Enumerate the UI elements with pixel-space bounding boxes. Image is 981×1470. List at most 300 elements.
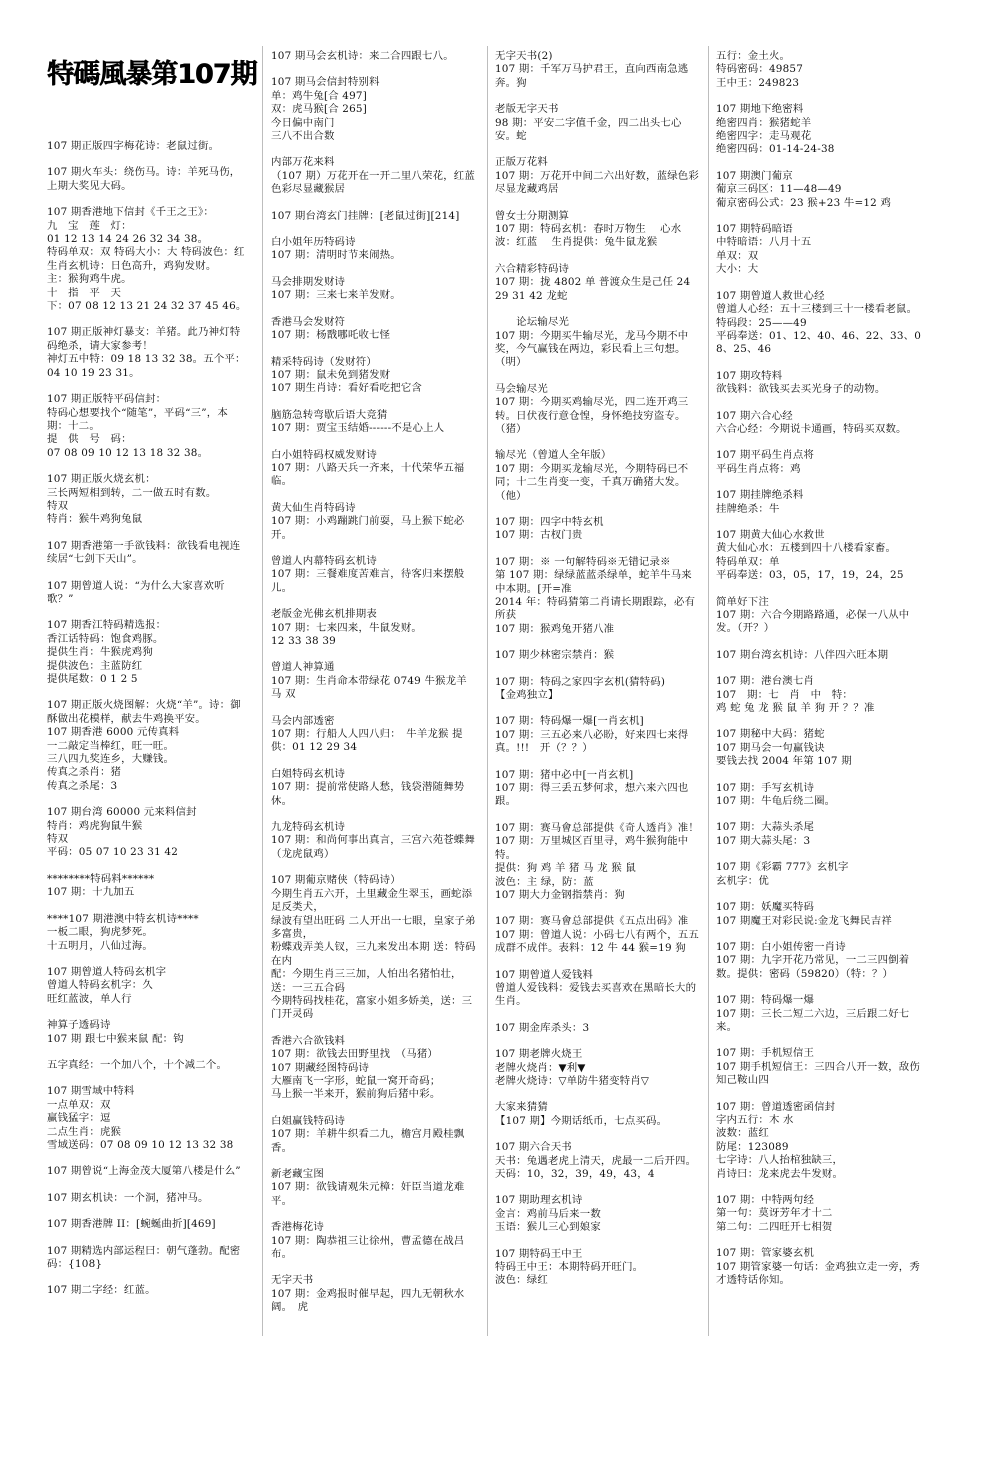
- block-line: 曾道人爱钱料：爱钱去买喜欢在黑暗长大的生肖。: [495, 981, 697, 1008]
- block-line: 字内五行：木 水: [716, 1113, 794, 1126]
- block-title: 107 期地下绝密料: [716, 103, 804, 116]
- block-title: 曾道人神算通: [271, 661, 335, 674]
- text-block: [47, 619, 247, 686]
- block-line: 特码段：25——49: [716, 316, 807, 329]
- text-block: [271, 1115, 476, 1155]
- block-line: 曾道人心经：五十三楼到三十一楼看老鼠。: [716, 303, 918, 316]
- text-block: [271, 768, 476, 808]
- text-block: [271, 76, 476, 143]
- block-line: 单双：双: [716, 249, 759, 262]
- text-block: [47, 1192, 247, 1205]
- block-line: 传真之杀尾：3: [47, 779, 118, 792]
- text-block: [716, 370, 928, 397]
- block-title: 107 期澳门葡京: [716, 169, 793, 182]
- block-title: 107 期正版火烧玄机：: [47, 473, 156, 486]
- text-block: [716, 223, 928, 277]
- block-line: 107 期：今期买龙输尽光，今期特码已不同；十二生肖变一变，千真万确猪大发。（他）: [495, 462, 689, 502]
- block-title: 简单好下注: [716, 595, 769, 608]
- text-block: [716, 941, 928, 981]
- block-line: 107 期手机短信王：三四合八开一数，敌伤知己鞍山四: [716, 1060, 920, 1087]
- block-line: 107 期：陶恭祖三让徐州，曹孟德在战吕布。: [271, 1234, 465, 1261]
- block-title: 107 期香港第一手欲钱料：欲钱看电视连续居“七剑下天山”。: [47, 539, 241, 566]
- block-line: 三长两短相到转，二一做五时有数。: [47, 486, 217, 499]
- block-title: 107 期：港台澳七肖: [716, 675, 815, 688]
- block-line: 107 期：千军万马护君王，直向西南急逃奔。狗: [495, 63, 689, 89]
- block-line: 107 期：曾道人说：小码七八有两个，五五成群不成伴。表料：12 牛 44 猴=19 狗: [495, 928, 699, 955]
- text-block: [495, 263, 700, 303]
- text-block: [271, 1274, 476, 1314]
- block-title: 正版万花料: [495, 156, 548, 169]
- text-block: [47, 326, 247, 380]
- block-title: 白小姐特码权威发财诗: [271, 448, 377, 461]
- text-block: [271, 608, 476, 648]
- block-line: 防尾：123089: [716, 1140, 789, 1153]
- block-title: 107 期雪域中特料: [47, 1085, 135, 1098]
- block-line: 107 期：三来七来羊发财。: [271, 289, 401, 302]
- block-line: 黄大仙心水：五楼到四十八楼看家畜。: [716, 542, 897, 555]
- column-4: [716, 50, 928, 1380]
- block-title: 107 期正版四字梅花诗：老鼠过街。: [47, 140, 220, 152]
- text-block: [271, 821, 476, 861]
- text-block: [271, 409, 476, 436]
- text-block: [47, 1245, 247, 1272]
- text-block: [47, 1165, 247, 1178]
- block-line: 107 期：三五必来八必盼，好来四七来得真。!!! 开（？？）: [495, 728, 689, 755]
- block-line: 肖诗曰：龙来虎去牛发财。: [716, 1167, 844, 1180]
- block-line: 今日偏中南门: [271, 116, 335, 129]
- block-line: 金言：鸡前马后来一数: [495, 1207, 601, 1220]
- block-line: 九 宝 莲 灯：: [47, 219, 132, 232]
- block-title: 107 期马会信封特别料: [271, 76, 380, 89]
- text-block: [271, 276, 476, 303]
- block-title: 107 期二字经：红蓝。: [47, 1284, 156, 1297]
- block-title: 107 期黄大仙心水救世: [716, 528, 825, 541]
- block-title: 香港梅花诗: [271, 1221, 324, 1234]
- block-line: 绝密四肖：猴猪蛇羊: [716, 116, 812, 129]
- text-block: [495, 1048, 700, 1088]
- text-block: [495, 210, 700, 250]
- text-block: [271, 156, 476, 196]
- text-block: [495, 103, 700, 143]
- text-block: [716, 1194, 928, 1234]
- block-line: 107 期：欲钱去田野里找 （马猪）: [271, 1048, 439, 1061]
- block-title: 论坛输尽光: [495, 316, 570, 329]
- block-line: 平码：05 07 10 23 31 42: [47, 846, 179, 859]
- text-block: [271, 210, 476, 223]
- text-block: [271, 1221, 476, 1261]
- block-title: 107 期：赛马會总部提供《奇人透肖》准！: [495, 821, 699, 834]
- block-line: 平码奉送：03，05，17，19，24，25: [716, 569, 904, 582]
- text-block: [271, 1168, 476, 1208]
- block-line: 107 期：提前常使路人愁，钱袋潜随舞势休。: [271, 781, 465, 807]
- block-title: 黄大仙生肖特码诗: [271, 501, 356, 514]
- block-line: 107 期：猴鸡兔开猪八准: [495, 622, 615, 635]
- block-line: 旺红蓝波，单人行: [47, 992, 132, 1005]
- block-line: 一点单双：双: [47, 1098, 111, 1111]
- block-line: 特码密码：49857: [716, 63, 804, 76]
- block-title: 精采特码诗（发财符）: [271, 355, 377, 368]
- block-title: 107 期六合天书: [495, 1141, 572, 1154]
- block-line: 107 期：羊耕牛织看二九，檐宫月殿桂飘香。: [271, 1128, 465, 1154]
- text-block: [716, 861, 928, 888]
- block-title: 大家来猜猜: [495, 1101, 548, 1114]
- text-block: [495, 1248, 700, 1288]
- block-line: 107 期：鼠未免到猪发财: [271, 368, 391, 381]
- block-line: 特双: [47, 499, 69, 512]
- text-block: [271, 50, 476, 63]
- text-block: [716, 596, 928, 636]
- text-block: [495, 1194, 700, 1234]
- block-title: 107 期特码暗语: [716, 223, 793, 236]
- block-line: 传真之杀肖：猪: [47, 766, 122, 779]
- block-line: 单：鸡牛兔[合 497]: [271, 89, 367, 102]
- block-line: 粉蝶戏弄美人钗，三九来发出本期 送：特码在内: [271, 941, 476, 967]
- block-line: 特双: [47, 833, 69, 846]
- block-line: 特码单双：单: [716, 555, 780, 568]
- block-line: 王中王：249823: [716, 76, 800, 89]
- block-title: 老版无字天书: [495, 103, 559, 116]
- block-line: 特码心想要找个“随笔”，平码“三”，本期：十二。: [47, 406, 228, 432]
- block-line: 第一句：莫讶芳年才十二: [716, 1207, 833, 1220]
- block-title: 107 期平码生肖点将: [716, 449, 815, 462]
- block-title: 107 期：猪中必中[一肖玄机]: [495, 768, 634, 781]
- text-block: [47, 1019, 247, 1046]
- block-line: 107 期：八路天兵一齐来，十代荣华五福临。: [271, 461, 465, 488]
- text-block: [47, 206, 247, 313]
- block-line: 107 期魔王对彩民说:金龙飞舞民吉祥: [716, 914, 892, 927]
- block-title: 107 期葡京赌侠（特码诗）: [271, 874, 401, 887]
- block-line: 要钱去找 2004 年第 107 期: [716, 755, 852, 768]
- block-line: 107 期：今期买牛输尽光，龙马今期不中奖，今气赢钱在两边，彩民看上三句想。（明）: [495, 329, 689, 369]
- block-title: 107 期台湾 60000 元来料信封: [47, 806, 197, 819]
- block-line: 大小：大: [716, 263, 759, 276]
- text-block: [47, 473, 247, 527]
- block-line: 天书：兔遇老虎上清天，虎最一二后开四。: [495, 1154, 697, 1167]
- block-line: 107 期：十九加五: [47, 886, 135, 899]
- block-line: 十 指 平 天: [47, 286, 122, 299]
- block-title: 107 期正版火烧图解：火烧“羊”。诗：御酥做出花模样，献去牛鸡换平安。: [47, 699, 241, 725]
- block-line: 六合心经：今期说卡通画，特码买双数。: [716, 422, 907, 435]
- block-line: 107 期大蒜头尾：3: [716, 834, 811, 847]
- block-line: 提供生肖：牛猴虎鸡狗: [47, 646, 153, 659]
- block-line: 一二敲定当棒红，旺一旺。: [47, 739, 175, 752]
- text-block: [716, 675, 928, 715]
- block-line: 神灯五中特：09 18 13 32 38。五个平：04 10 19 23 31。: [47, 353, 246, 379]
- block-line: 波数：蓝红: [716, 1127, 769, 1140]
- block-line: 107 期：金鸡报时催早起，四九无朝秋水阔。 虎: [271, 1287, 465, 1314]
- block-title: 107 期曾道人说：“为什么大家喜欢听歌？”: [47, 579, 225, 605]
- block-line: 107 期香港 6000 元传真料: [47, 726, 180, 739]
- block-line: 提 供 号 码：: [47, 433, 132, 446]
- block-line: 【107 期】今期话纸币，七点买码。: [495, 1114, 668, 1127]
- block-title: 107 期：四字中特玄机: [495, 515, 604, 528]
- block-title: 神算子透码诗: [47, 1019, 111, 1032]
- block-line: 第 107 期：绿绿蓝蓝杀绿单，蛇羊牛马来中本期。[开=准: [495, 569, 692, 595]
- block-title: 107 期：赛马會总部提供《五点出码》准: [495, 915, 689, 928]
- block-title: 白姐特码玄机诗: [271, 767, 346, 780]
- block-line: 107 期大力金钢指禁肖：狗: [495, 888, 625, 901]
- block-line: 【金鸡独立】: [495, 689, 559, 702]
- block-line: 107 期：和尚何事出真言，三宫六苑苍蝶舞（龙虎鼠鸡）: [271, 834, 475, 860]
- block-title: 107 期台湾玄机诗：八伴四六旺本期: [716, 648, 889, 661]
- text-block: [47, 806, 247, 860]
- block-title: 新老藏宝图: [271, 1168, 324, 1180]
- block-line: 98 期：平安二字值千金，四二出头七心安。蛇: [495, 116, 682, 143]
- text-block: [495, 516, 700, 543]
- block-line: 一板二眼，狗虎梦死。: [47, 926, 153, 939]
- text-block: [716, 449, 928, 476]
- text-block: [47, 580, 247, 607]
- block-line: 第二句：二四旺开七相贺: [716, 1220, 833, 1233]
- text-block: [716, 170, 928, 210]
- block-title: 107 期：管家婆玄机: [716, 1247, 815, 1260]
- block-line: 提供尾数：0 1 2 5: [47, 673, 138, 685]
- text-block: [716, 1247, 928, 1287]
- column-3: [495, 50, 700, 1380]
- block-title: 无字天书: [271, 1274, 314, 1287]
- block-line: 欲钱料：欲钱买去买光身子的动物。: [716, 383, 886, 396]
- block-title: 107 期金库杀头：3: [495, 1021, 590, 1034]
- block-title: 107 期：白小姐传密一肖诗: [716, 940, 846, 953]
- block-title: 107 期老牌火烧王: [495, 1048, 583, 1061]
- block-title: 107 期香港地下信封《千王之王》：: [47, 206, 215, 219]
- block-title: 脑筋急转弯歇后语大竞猜: [271, 408, 388, 421]
- text-block: [47, 140, 247, 153]
- column-divider: [487, 46, 488, 1336]
- block-line: 107 期：欲钱请观朱元樟：奸臣当道龙难平。: [271, 1181, 465, 1207]
- block-line: 107 期：古杈门贵: [495, 529, 583, 542]
- text-block: [47, 873, 247, 900]
- column-1: [47, 140, 247, 1470]
- block-title: 107 期香江特码精选报：: [47, 619, 167, 632]
- text-block: [47, 699, 247, 793]
- block-line: 107 期：九字开花乃常见，一二三四倒着数。提供：密码（59820）（特：？）: [716, 954, 910, 980]
- block-title: 马会排期发财诗: [271, 275, 346, 288]
- block-line: 107 期：杨戬哪吒收七怪: [271, 329, 391, 342]
- block-title: 107 期火车头：绕伤马。诗：羊死马伤，上期大奖见大码。: [47, 166, 241, 192]
- block-line: 107 期：拢 4802 单 普渡众生是己任 24 29 31 42 龙蛇: [495, 276, 694, 302]
- block-title: 香港六合欲钱料: [271, 1034, 346, 1047]
- block-title: 九龙特码玄机诗: [271, 821, 346, 834]
- text-block: [495, 556, 700, 636]
- block-line: 老牌火烧肖：▼利▼: [495, 1061, 586, 1074]
- block-title: ********特码料******: [47, 872, 155, 885]
- text-block: [271, 236, 476, 263]
- block-title: 107 期：手写玄机诗: [716, 781, 815, 794]
- text-block: [716, 529, 928, 583]
- block-line: 三八四九奖连乡，大赚钱。: [47, 753, 175, 766]
- block-line: 平码生肖点将：鸡: [716, 462, 801, 475]
- block-line: 生肖玄机诗：日色高升，鸡狗发财。: [47, 259, 217, 272]
- block-line: 中特暗语：八月十五: [716, 236, 812, 249]
- block-title: 输尽光（曾道人全年版）: [495, 449, 612, 462]
- block-line: 107 期：行船人人四八归： 牛羊龙猴 提供：01 12 29 34: [271, 728, 463, 754]
- text-block: [716, 901, 928, 928]
- column-divider: [708, 46, 709, 1336]
- block-line: 双：虎马猴[合 265]: [271, 103, 367, 116]
- block-line: 107 期管家婆一句话：金鸡独立走一旁，秀才透特话你知。: [716, 1260, 920, 1287]
- text-block: [47, 166, 247, 193]
- block-title: 曾女士分期测算: [495, 209, 570, 222]
- block-line: 挂牌绝杀：牛: [716, 502, 780, 515]
- block-title: 五行：金土火。: [716, 50, 791, 62]
- text-block: [271, 1035, 476, 1102]
- block-line: 107 期：得三丢五梦何求，想六来六四也跟。: [495, 782, 689, 808]
- text-block: [495, 1101, 700, 1128]
- text-block: [495, 676, 700, 703]
- block-line: 107 期：七 肖 中 特：: [716, 688, 853, 701]
- block-line: 葡京三码区：11—48—49: [716, 183, 842, 196]
- block-line: 107 期：三餐难度苦难言，待客归来摆般儿。: [271, 568, 465, 594]
- block-title: 107 期香港牌 II：[蜿蜒曲折][469]: [47, 1218, 216, 1231]
- text-block: [271, 356, 476, 396]
- block-title: 107 期六合心经: [716, 409, 793, 422]
- text-block: [47, 966, 247, 1006]
- block-line: （107 期）万花开在一开二里八荣花，红蓝色彩尽显藏猴居: [271, 169, 475, 196]
- block-line: 107 期：三长二短二六边，三后跟二好七来。: [716, 1007, 910, 1033]
- block-title: 107 期：※ 一句解特码※无错记录※: [495, 555, 671, 568]
- block-line: 大雁南飞一字形，蛇鼠一窝开奇码；: [271, 1074, 441, 1087]
- block-title: 107 期正版神灯暴支：羊猪。此乃神灯特码绝杀，请大家参考！: [47, 326, 241, 352]
- block-title: 香港马会发财符: [271, 315, 346, 328]
- column-divider: [262, 46, 263, 1336]
- block-line: 绝密四字：走马观花: [716, 130, 812, 143]
- block-line: 特码单双：双 特码大小：大 特码波色：红: [47, 246, 245, 259]
- text-block: [716, 489, 928, 516]
- block-line: 香江话特码：饱食鸡豚。: [47, 632, 164, 645]
- block-title: 107 期：中特两句经: [716, 1194, 815, 1206]
- text-block: [716, 821, 928, 848]
- block-title: 107 期：特码之家四字玄机(猜特码): [495, 675, 666, 688]
- text-block: [495, 383, 700, 437]
- block-line: 曾道人特码玄机字：久: [47, 979, 153, 992]
- page-title: 特碼風暴第107期: [47, 59, 257, 90]
- block-line: 107 期：六合今期路路通，必保一八从中发。（开？）: [716, 609, 910, 635]
- block-line: 老牌火烧诗：▽单防牛猪变特肖▽: [495, 1074, 650, 1087]
- block-title: 五字真经：一个加八个，十个减二个。: [47, 1058, 228, 1071]
- text-block: [47, 913, 247, 953]
- text-block: [495, 769, 700, 809]
- text-block: [716, 290, 928, 357]
- block-title: 107 期秘中大码：猪蛇: [716, 728, 825, 741]
- column-2: [271, 50, 476, 1380]
- text-block: [271, 661, 476, 701]
- block-line: 玄机字：优: [716, 874, 769, 887]
- block-line: 107 期藏经图特码诗: [271, 1061, 370, 1074]
- block-line: 绿波有望出旺码 二人开出一七眼，皇家子弟多富贵，: [271, 914, 476, 940]
- text-block: [271, 555, 476, 595]
- block-title: 白姐赢钱特码诗: [271, 1114, 346, 1127]
- block-title: 107 期：特码爆一爆[一肖玄机]: [495, 715, 644, 728]
- block-title: 白小姐年历特码诗: [271, 236, 356, 249]
- text-block: [716, 782, 928, 809]
- block-title: 107 期：妖魔买特码: [716, 901, 815, 914]
- text-block: [716, 1101, 928, 1181]
- block-title: 107 期曾道人救世心经: [716, 289, 825, 302]
- block-title: 107 期曾说“上海金茂大厦第八楼是什么”: [47, 1165, 241, 1178]
- block-line: 107 期 跟七中猴来鼠 配：钩: [47, 1032, 184, 1045]
- block-line: 十五明月，八仙过海。: [47, 939, 153, 952]
- block-line: 特肖：猴牛鸡狗兔鼠: [47, 513, 143, 526]
- block-line: 波色：绿红: [495, 1274, 548, 1287]
- block-title: 107 期正版特平码信封：: [47, 393, 167, 406]
- text-block: [271, 502, 476, 542]
- text-block: [47, 393, 247, 460]
- block-title: 107 期马会玄机诗：来二合四跟七八。: [271, 50, 454, 62]
- block-line: 107 期生肖诗：看好看吃把它含: [271, 382, 423, 395]
- text-block: [495, 1141, 700, 1181]
- text-block: [495, 50, 700, 90]
- block-line: 七字诗：八人抬棺独缺三，: [716, 1154, 844, 1167]
- text-block: [495, 822, 700, 902]
- block-line: 主：猴狗鸡牛虎。: [47, 273, 132, 286]
- block-line: 12 33 38 39: [271, 635, 336, 647]
- block-title: 老版金光佛玄机排期表: [271, 608, 377, 621]
- block-line: 葡京密码公式：23 猴+23 牛=12 鸡: [716, 196, 892, 209]
- block-line: 雪域送码：07 08 09 10 12 13 32 38: [47, 1138, 234, 1151]
- text-block: [271, 449, 476, 489]
- block-line: 鸡 蛇 兔 龙 猴 鼠 羊 狗 开 ？？准: [716, 702, 875, 715]
- block-line: 107 期：牛龟后绕二圈。: [716, 795, 836, 808]
- block-line: 107 期：贾宝玉结婚------不是心上人: [271, 422, 445, 435]
- block-title: 107 期：手机短信王: [716, 1047, 815, 1060]
- block-line: 107 期：小鸡蹦跳门前耍，马上猴下蛇必开。: [271, 515, 465, 541]
- block-line: 马上猴一半来开，猴前狗后猪中彩。: [271, 1088, 441, 1101]
- text-block: [495, 1022, 700, 1035]
- block-line: 三八不出合数: [271, 130, 335, 143]
- text-block: [495, 156, 700, 196]
- text-block: [271, 874, 476, 1021]
- text-block: [495, 316, 700, 370]
- block-title: 六合精彩特码诗: [495, 262, 570, 275]
- block-line: 107 期：万里城区百里寻，鸡牛猴狗能中特。: [495, 835, 689, 861]
- block-line: 配：今期生肖三三加，人怕出名猪怕壮，送：一三五合码: [271, 968, 462, 994]
- text-block: [716, 649, 928, 662]
- block-line: 绝密四码：01-14-24-38: [716, 143, 835, 156]
- block-title: 曾道人内幕特码玄机诗: [271, 554, 377, 567]
- block-title: 无字天书(2): [495, 50, 553, 62]
- block-line: 玉语：猴儿三心到娘家: [495, 1221, 601, 1234]
- block-title: 107 期：特码爆一爆: [716, 994, 815, 1007]
- block-line: 提供波色：主蓝防红: [47, 659, 143, 672]
- block-line: 提供：狗 鸡 羊 猪 马 龙 猴 鼠: [495, 862, 637, 875]
- block-title: 107 期曾道人特码玄机字: [47, 965, 167, 978]
- text-block: [47, 540, 247, 567]
- block-line: 107 期：万花开中间二六出好数，蓝绿色彩尽显龙藏鸡居: [495, 169, 699, 196]
- text-block: [47, 1059, 247, 1072]
- block-title: 107 期曾道人爱钱料: [495, 968, 594, 981]
- text-block: [495, 649, 700, 662]
- block-line: 今期特码找桂花，富家小姐多娇美，送：三门开灵码: [271, 994, 473, 1021]
- block-title: 107 期挂牌绝杀料: [716, 489, 804, 502]
- block-line: 特码王中王：本期特码开旺门。: [495, 1261, 644, 1274]
- block-line: 107 期：清明时节来闹热。: [271, 249, 401, 262]
- block-line: 赢钱猛字：逗: [47, 1112, 111, 1125]
- block-title: 107 期攻特料: [716, 369, 783, 382]
- block-title: 内部万花来料: [271, 156, 335, 169]
- block-title: 107 期玄机诀：一个洞，猪冲马。: [47, 1191, 209, 1204]
- block-title: 107 期助理玄机诗: [495, 1194, 583, 1207]
- block-line: 今期生肖五六开，土里藏金生翠玉，画蛇添足反类犬，: [271, 887, 473, 914]
- block-title: 107 期《彩霸 777》玄机字: [716, 861, 849, 874]
- block-title: 马会输尽光: [495, 382, 548, 395]
- block-title: 107 期特码王中王: [495, 1247, 583, 1260]
- block-line: 2014 年：特码猜第二肖请长期跟踪，必有所获: [495, 596, 696, 622]
- text-block: [495, 715, 700, 755]
- block-title: 107 期台湾玄门挂牌：[老鼠过街][214]: [271, 209, 460, 222]
- block-line: 下：07 08 12 13 21 24 32 37 45 46。: [47, 300, 247, 313]
- block-line: 107 期：生肖命本带绿花 0749 牛猴龙羊马 双: [271, 674, 467, 701]
